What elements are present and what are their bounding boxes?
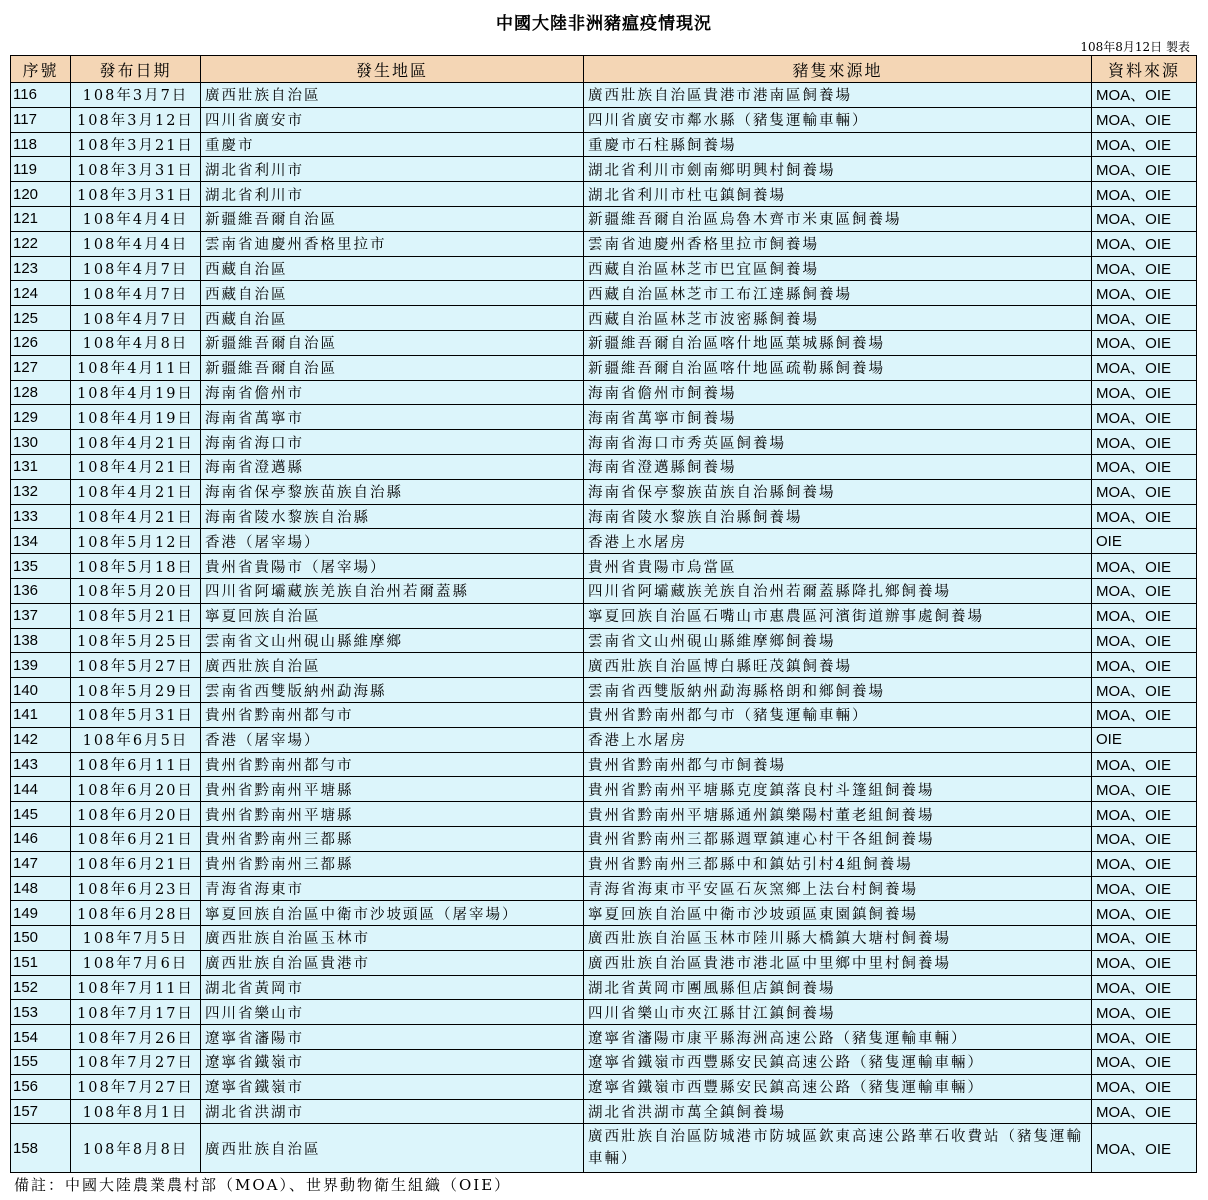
cell-origin: 廣西壯族自治區貴港市港南區飼養場 — [584, 83, 1092, 108]
table-row — [11, 578, 1197, 603]
cell-region: 貴州省黔南州都勻市 — [201, 702, 584, 727]
cell-region: 四川省廣安市 — [201, 107, 584, 132]
cell-origin: 湖北省利川市杜屯鎮飼養場 — [584, 182, 1092, 207]
cell-serial: 155 — [11, 1050, 71, 1075]
table-row — [11, 529, 1197, 554]
table-row — [11, 206, 1197, 231]
table-row — [11, 975, 1197, 1000]
cell-origin: 寧夏回族自治區石嘴山市惠農區河濱街道辦事處飼養場 — [584, 603, 1092, 628]
cell-serial: 135 — [11, 554, 71, 579]
table-row — [11, 504, 1197, 529]
cell-origin: 四川省阿壩藏族羌族自治州若爾蓋縣降扎鄉飼養場 — [584, 578, 1092, 603]
cell-date: 108年4月21日 — [71, 504, 201, 529]
cell-source: MOA、OIE — [1092, 901, 1197, 926]
table-row — [11, 330, 1197, 355]
cell-serial: 120 — [11, 182, 71, 207]
cell-date: 108年5月27日 — [71, 653, 201, 678]
cell-region: 湖北省利川市 — [201, 157, 584, 182]
cell-origin: 貴州省黔南州平塘縣克度鎮落良村斗篷組飼養場 — [584, 777, 1092, 802]
cell-date: 108年6月5日 — [71, 727, 201, 752]
cell-source: MOA、OIE — [1092, 653, 1197, 678]
cell-serial: 142 — [11, 727, 71, 752]
cell-region: 貴州省黔南州三都縣 — [201, 851, 584, 876]
cell-region: 新疆維吾爾自治區 — [201, 206, 584, 231]
table-row — [11, 1124, 1197, 1173]
cell-region: 海南省海口市 — [201, 430, 584, 455]
cell-origin: 貴州省黔南州三都縣週覃鎮連心村干各組飼養場 — [584, 826, 1092, 851]
cell-source: MOA、OIE — [1092, 628, 1197, 653]
header-region: 發生地區 — [201, 56, 584, 83]
cell-source: MOA、OIE — [1092, 157, 1197, 182]
cell-source: MOA、OIE — [1092, 281, 1197, 306]
table-row — [11, 1074, 1197, 1099]
cell-serial: 134 — [11, 529, 71, 554]
cell-region: 貴州省黔南州平塘縣 — [201, 802, 584, 827]
cell-region: 湖北省黃岡市 — [201, 975, 584, 1000]
cell-date: 108年6月20日 — [71, 802, 201, 827]
cell-date: 108年4月19日 — [71, 405, 201, 430]
cell-origin: 四川省廣安市鄰水縣（豬隻運輸車輛） — [584, 107, 1092, 132]
cell-serial: 157 — [11, 1099, 71, 1124]
cell-source: MOA、OIE — [1092, 430, 1197, 455]
cell-source: MOA、OIE — [1092, 876, 1197, 901]
cell-serial: 123 — [11, 256, 71, 281]
table-row — [11, 454, 1197, 479]
cell-date: 108年7月26日 — [71, 1025, 201, 1050]
table-row — [11, 132, 1197, 157]
cell-region: 四川省樂山市 — [201, 1000, 584, 1025]
cell-origin: 西藏自治區林芝市巴宜區飼養場 — [584, 256, 1092, 281]
cell-serial: 146 — [11, 826, 71, 851]
table-row — [11, 1050, 1197, 1075]
cell-origin: 海南省萬寧市飼養場 — [584, 405, 1092, 430]
cell-region: 海南省萬寧市 — [201, 405, 584, 430]
cell-date: 108年6月28日 — [71, 901, 201, 926]
table-row — [11, 653, 1197, 678]
cell-date: 108年8月1日 — [71, 1099, 201, 1124]
cell-source: MOA、OIE — [1092, 504, 1197, 529]
cell-serial: 141 — [11, 702, 71, 727]
cell-date: 108年8月8日 — [71, 1124, 201, 1173]
cell-serial: 125 — [11, 306, 71, 331]
cell-region: 重慶市 — [201, 132, 584, 157]
cell-origin: 湖北省洪湖市萬全鎮飼養場 — [584, 1099, 1092, 1124]
cell-date: 108年4月21日 — [71, 454, 201, 479]
cell-source: MOA、OIE — [1092, 826, 1197, 851]
cell-origin: 西藏自治區林芝市工布江達縣飼養場 — [584, 281, 1092, 306]
cell-origin: 遼寧省瀋陽市康平縣海洲高速公路（豬隻運輸車輛） — [584, 1025, 1092, 1050]
cell-origin: 西藏自治區林芝市波密縣飼養場 — [584, 306, 1092, 331]
cell-region: 西藏自治區 — [201, 256, 584, 281]
cell-origin: 香港上水屠房 — [584, 727, 1092, 752]
cell-region: 寧夏回族自治區 — [201, 603, 584, 628]
cell-origin: 貴州省黔南州都勻市（豬隻運輸車輛） — [584, 702, 1092, 727]
cell-date: 108年6月21日 — [71, 851, 201, 876]
cell-source: MOA、OIE — [1092, 554, 1197, 579]
table-row — [11, 777, 1197, 802]
cell-serial: 143 — [11, 752, 71, 777]
cell-region: 貴州省貴陽市（屠宰場） — [201, 554, 584, 579]
table-row — [11, 231, 1197, 256]
cell-date: 108年4月21日 — [71, 479, 201, 504]
cell-region: 雲南省迪慶州香格里拉市 — [201, 231, 584, 256]
cell-origin: 海南省澄邁縣飼養場 — [584, 454, 1092, 479]
cell-date: 108年7月6日 — [71, 950, 201, 975]
cell-serial: 131 — [11, 454, 71, 479]
cell-serial: 119 — [11, 157, 71, 182]
cell-source: MOA、OIE — [1092, 83, 1197, 108]
cell-date: 108年5月31日 — [71, 702, 201, 727]
cell-serial: 122 — [11, 231, 71, 256]
table-row — [11, 802, 1197, 827]
table-row — [11, 355, 1197, 380]
table-row — [11, 901, 1197, 926]
cell-origin: 廣西壯族自治區貴港市港北區中里鄉中里村飼養場 — [584, 950, 1092, 975]
cell-serial: 147 — [11, 851, 71, 876]
cell-source: MOA、OIE — [1092, 702, 1197, 727]
cell-date: 108年3月12日 — [71, 107, 201, 132]
cell-date: 108年6月21日 — [71, 826, 201, 851]
cell-origin: 遼寧省鐵嶺市西豐縣安民鎮高速公路（豬隻運輸車輛） — [584, 1074, 1092, 1099]
cell-source: MOA、OIE — [1092, 1099, 1197, 1124]
cell-source: MOA、OIE — [1092, 231, 1197, 256]
cell-source: MOA、OIE — [1092, 777, 1197, 802]
header-date: 發布日期 — [71, 56, 201, 83]
cell-source: MOA、OIE — [1092, 603, 1197, 628]
cell-region: 雲南省文山州硯山縣維摩鄉 — [201, 628, 584, 653]
cell-serial: 129 — [11, 405, 71, 430]
cell-date: 108年5月20日 — [71, 578, 201, 603]
table-row — [11, 306, 1197, 331]
cell-region: 廣西壯族自治區 — [201, 1124, 584, 1173]
cell-region: 貴州省黔南州都勻市 — [201, 752, 584, 777]
header-row — [11, 56, 1197, 83]
cell-region: 湖北省洪湖市 — [201, 1099, 584, 1124]
cell-source: MOA、OIE — [1092, 1000, 1197, 1025]
table-row — [11, 380, 1197, 405]
cell-source: MOA、OIE — [1092, 182, 1197, 207]
cell-source: MOA、OIE — [1092, 1124, 1197, 1173]
cell-origin: 海南省保亭黎族苗族自治縣飼養場 — [584, 479, 1092, 504]
cell-serial: 117 — [11, 107, 71, 132]
cell-origin: 遼寧省鐵嶺市西豐縣安民鎮高速公路（豬隻運輸車輛） — [584, 1050, 1092, 1075]
cell-region: 貴州省黔南州平塘縣 — [201, 777, 584, 802]
outbreak-table — [10, 55, 1197, 1173]
table-row — [11, 405, 1197, 430]
cell-date: 108年5月29日 — [71, 678, 201, 703]
cell-region: 湖北省利川市 — [201, 182, 584, 207]
cell-serial: 118 — [11, 132, 71, 157]
cell-date: 108年4月7日 — [71, 256, 201, 281]
cell-origin: 湖北省黃岡市團風縣但店鎮飼養場 — [584, 975, 1092, 1000]
cell-origin: 新疆維吾爾自治區喀什地區疏勒縣飼養場 — [584, 355, 1092, 380]
cell-region: 寧夏回族自治區中衛市沙坡頭區（屠宰場） — [201, 901, 584, 926]
cell-origin: 海南省海口市秀英區飼養場 — [584, 430, 1092, 455]
cell-serial: 124 — [11, 281, 71, 306]
cell-date: 108年7月27日 — [71, 1050, 201, 1075]
cell-date: 108年7月27日 — [71, 1074, 201, 1099]
cell-region: 新疆維吾爾自治區 — [201, 355, 584, 380]
cell-origin: 寧夏回族自治區中衛市沙坡頭區東園鎮飼養場 — [584, 901, 1092, 926]
cell-region: 海南省澄邁縣 — [201, 454, 584, 479]
cell-serial: 128 — [11, 380, 71, 405]
cell-serial: 156 — [11, 1074, 71, 1099]
cell-origin: 貴州省貴陽市烏當區 — [584, 554, 1092, 579]
cell-source: MOA、OIE — [1092, 479, 1197, 504]
cell-date: 108年7月11日 — [71, 975, 201, 1000]
cell-origin: 廣西壯族自治區防城港市防城區欽東高速公路華石收費站（豬隻運輸車輛） — [584, 1124, 1092, 1173]
cell-date: 108年4月8日 — [71, 330, 201, 355]
cell-source: MOA、OIE — [1092, 851, 1197, 876]
cell-source: MOA、OIE — [1092, 206, 1197, 231]
cell-region: 香港（屠宰場） — [201, 727, 584, 752]
cell-date: 108年4月4日 — [71, 206, 201, 231]
cell-serial: 132 — [11, 479, 71, 504]
cell-date: 108年4月4日 — [71, 231, 201, 256]
cell-region: 海南省保亭黎族苗族自治縣 — [201, 479, 584, 504]
cell-origin: 海南省儋州市飼養場 — [584, 380, 1092, 405]
cell-origin: 貴州省黔南州平塘縣通州鎮樂陽村董老組飼養場 — [584, 802, 1092, 827]
table-row — [11, 1025, 1197, 1050]
cell-date: 108年7月5日 — [71, 926, 201, 951]
cell-region: 新疆維吾爾自治區 — [201, 330, 584, 355]
table-row — [11, 926, 1197, 951]
cell-source: MOA、OIE — [1092, 1025, 1197, 1050]
cell-source: MOA、OIE — [1092, 380, 1197, 405]
cell-origin: 雲南省迪慶州香格里拉市飼養場 — [584, 231, 1092, 256]
cell-serial: 126 — [11, 330, 71, 355]
cell-region: 西藏自治區 — [201, 281, 584, 306]
cell-source: MOA、OIE — [1092, 256, 1197, 281]
cell-source: OIE — [1092, 727, 1197, 752]
cell-date: 108年5月21日 — [71, 603, 201, 628]
cell-source: MOA、OIE — [1092, 975, 1197, 1000]
cell-serial: 150 — [11, 926, 71, 951]
cell-source: MOA、OIE — [1092, 355, 1197, 380]
cell-source: MOA、OIE — [1092, 330, 1197, 355]
cell-serial: 133 — [11, 504, 71, 529]
cell-region: 雲南省西雙版納州勐海縣 — [201, 678, 584, 703]
table-row — [11, 157, 1197, 182]
cell-date: 108年6月23日 — [71, 876, 201, 901]
cell-origin: 貴州省黔南州都勻市飼養場 — [584, 752, 1092, 777]
cell-serial: 116 — [11, 83, 71, 108]
table-row — [11, 182, 1197, 207]
cell-serial: 137 — [11, 603, 71, 628]
cell-source: MOA、OIE — [1092, 802, 1197, 827]
cell-origin: 雲南省文山州硯山縣維摩鄉飼養場 — [584, 628, 1092, 653]
cell-date: 108年3月21日 — [71, 132, 201, 157]
cell-date: 108年4月19日 — [71, 380, 201, 405]
cell-serial: 138 — [11, 628, 71, 653]
table-row — [11, 876, 1197, 901]
cell-date: 108年4月21日 — [71, 430, 201, 455]
header-source: 資料來源 — [1092, 56, 1197, 83]
footnote: 備註：中國大陸農業農村部（MOA）、世界動物衛生組織（OIE） — [14, 1176, 512, 1194]
cell-serial: 158 — [11, 1124, 71, 1173]
table-row — [11, 678, 1197, 703]
cell-region: 四川省阿壩藏族羌族自治州若爾蓋縣 — [201, 578, 584, 603]
cell-region: 廣西壯族自治區貴港市 — [201, 950, 584, 975]
table-row — [11, 479, 1197, 504]
header-serial: 序號 — [11, 56, 71, 83]
cell-origin: 海南省陵水黎族自治縣飼養場 — [584, 504, 1092, 529]
cell-origin: 重慶市石柱縣飼養場 — [584, 132, 1092, 157]
cell-origin: 新疆維吾爾自治區喀什地區葉城縣飼養場 — [584, 330, 1092, 355]
table-row — [11, 603, 1197, 628]
cell-origin: 廣西壯族自治區玉林市陸川縣大橋鎮大塘村飼養場 — [584, 926, 1092, 951]
cell-source: MOA、OIE — [1092, 926, 1197, 951]
cell-serial: 152 — [11, 975, 71, 1000]
cell-region: 廣西壯族自治區玉林市 — [201, 926, 584, 951]
cell-date: 108年6月11日 — [71, 752, 201, 777]
cell-origin: 青海省海東市平安區石灰窯鄉上法台村飼養場 — [584, 876, 1092, 901]
cell-serial: 127 — [11, 355, 71, 380]
cell-serial: 154 — [11, 1025, 71, 1050]
cell-source: MOA、OIE — [1092, 578, 1197, 603]
cell-serial: 151 — [11, 950, 71, 975]
cell-origin: 貴州省黔南州三都縣中和鎮姑引村4組飼養場 — [584, 851, 1092, 876]
cell-serial: 140 — [11, 678, 71, 703]
cell-region: 海南省儋州市 — [201, 380, 584, 405]
table-row — [11, 702, 1197, 727]
cell-region: 遼寧省瀋陽市 — [201, 1025, 584, 1050]
cell-date: 108年6月20日 — [71, 777, 201, 802]
cell-serial: 148 — [11, 876, 71, 901]
table-row — [11, 1099, 1197, 1124]
cell-date: 108年3月7日 — [71, 83, 201, 108]
table-row — [11, 281, 1197, 306]
table-row — [11, 107, 1197, 132]
table-row — [11, 727, 1197, 752]
cell-date: 108年3月31日 — [71, 182, 201, 207]
table-row — [11, 554, 1197, 579]
cell-region: 香港（屠宰場） — [201, 529, 584, 554]
cell-date: 108年5月18日 — [71, 554, 201, 579]
table-row — [11, 256, 1197, 281]
cell-source: MOA、OIE — [1092, 752, 1197, 777]
cell-region: 廣西壯族自治區 — [201, 83, 584, 108]
cell-region: 海南省陵水黎族自治縣 — [201, 504, 584, 529]
cell-origin: 雲南省西雙版納州勐海縣格朗和鄉飼養場 — [584, 678, 1092, 703]
table-row — [11, 950, 1197, 975]
cell-source: MOA、OIE — [1092, 454, 1197, 479]
cell-serial: 136 — [11, 578, 71, 603]
cell-serial: 145 — [11, 802, 71, 827]
cell-source: MOA、OIE — [1092, 107, 1197, 132]
table-row — [11, 430, 1197, 455]
cell-region: 遼寧省鐵嶺市 — [201, 1050, 584, 1075]
cell-origin: 廣西壯族自治區博白縣旺茂鎮飼養場 — [584, 653, 1092, 678]
cell-region: 遼寧省鐵嶺市 — [201, 1074, 584, 1099]
cell-serial: 139 — [11, 653, 71, 678]
cell-date: 108年5月12日 — [71, 529, 201, 554]
cell-serial: 153 — [11, 1000, 71, 1025]
cell-source: MOA、OIE — [1092, 1074, 1197, 1099]
header-origin: 豬隻來源地 — [584, 56, 1092, 83]
cell-region: 青海省海東市 — [201, 876, 584, 901]
cell-date: 108年4月7日 — [71, 281, 201, 306]
cell-source: MOA、OIE — [1092, 950, 1197, 975]
cell-origin: 新疆維吾爾自治區烏魯木齊市米東區飼養場 — [584, 206, 1092, 231]
table-row — [11, 83, 1197, 108]
cell-date: 108年4月7日 — [71, 306, 201, 331]
cell-origin: 湖北省利川市劍南鄉明興村飼養場 — [584, 157, 1092, 182]
table-row — [11, 1000, 1197, 1025]
cell-source: MOA、OIE — [1092, 678, 1197, 703]
cell-serial: 130 — [11, 430, 71, 455]
page-title: 中國大陸非洲豬瘟疫情現況 — [496, 14, 712, 34]
cell-region: 貴州省黔南州三都縣 — [201, 826, 584, 851]
cell-date: 108年7月17日 — [71, 1000, 201, 1025]
table-row — [11, 628, 1197, 653]
table-row — [11, 752, 1197, 777]
cell-date: 108年3月31日 — [71, 157, 201, 182]
cell-source: MOA、OIE — [1092, 132, 1197, 157]
cell-serial: 144 — [11, 777, 71, 802]
cell-source: MOA、OIE — [1092, 1050, 1197, 1075]
table-row — [11, 851, 1197, 876]
cell-date: 108年4月11日 — [71, 355, 201, 380]
cell-serial: 121 — [11, 206, 71, 231]
cell-origin: 四川省樂山市夾江縣甘江鎮飼養場 — [584, 1000, 1092, 1025]
cell-source: OIE — [1092, 529, 1197, 554]
cell-source: MOA、OIE — [1092, 306, 1197, 331]
cell-serial: 149 — [11, 901, 71, 926]
cell-date: 108年5月25日 — [71, 628, 201, 653]
cell-source: MOA、OIE — [1092, 405, 1197, 430]
cell-region: 西藏自治區 — [201, 306, 584, 331]
cell-origin: 香港上水屠房 — [584, 529, 1092, 554]
cell-region: 廣西壯族自治區 — [201, 653, 584, 678]
table-row — [11, 826, 1197, 851]
made-date: 108年8月12日 製表 — [1080, 40, 1190, 54]
